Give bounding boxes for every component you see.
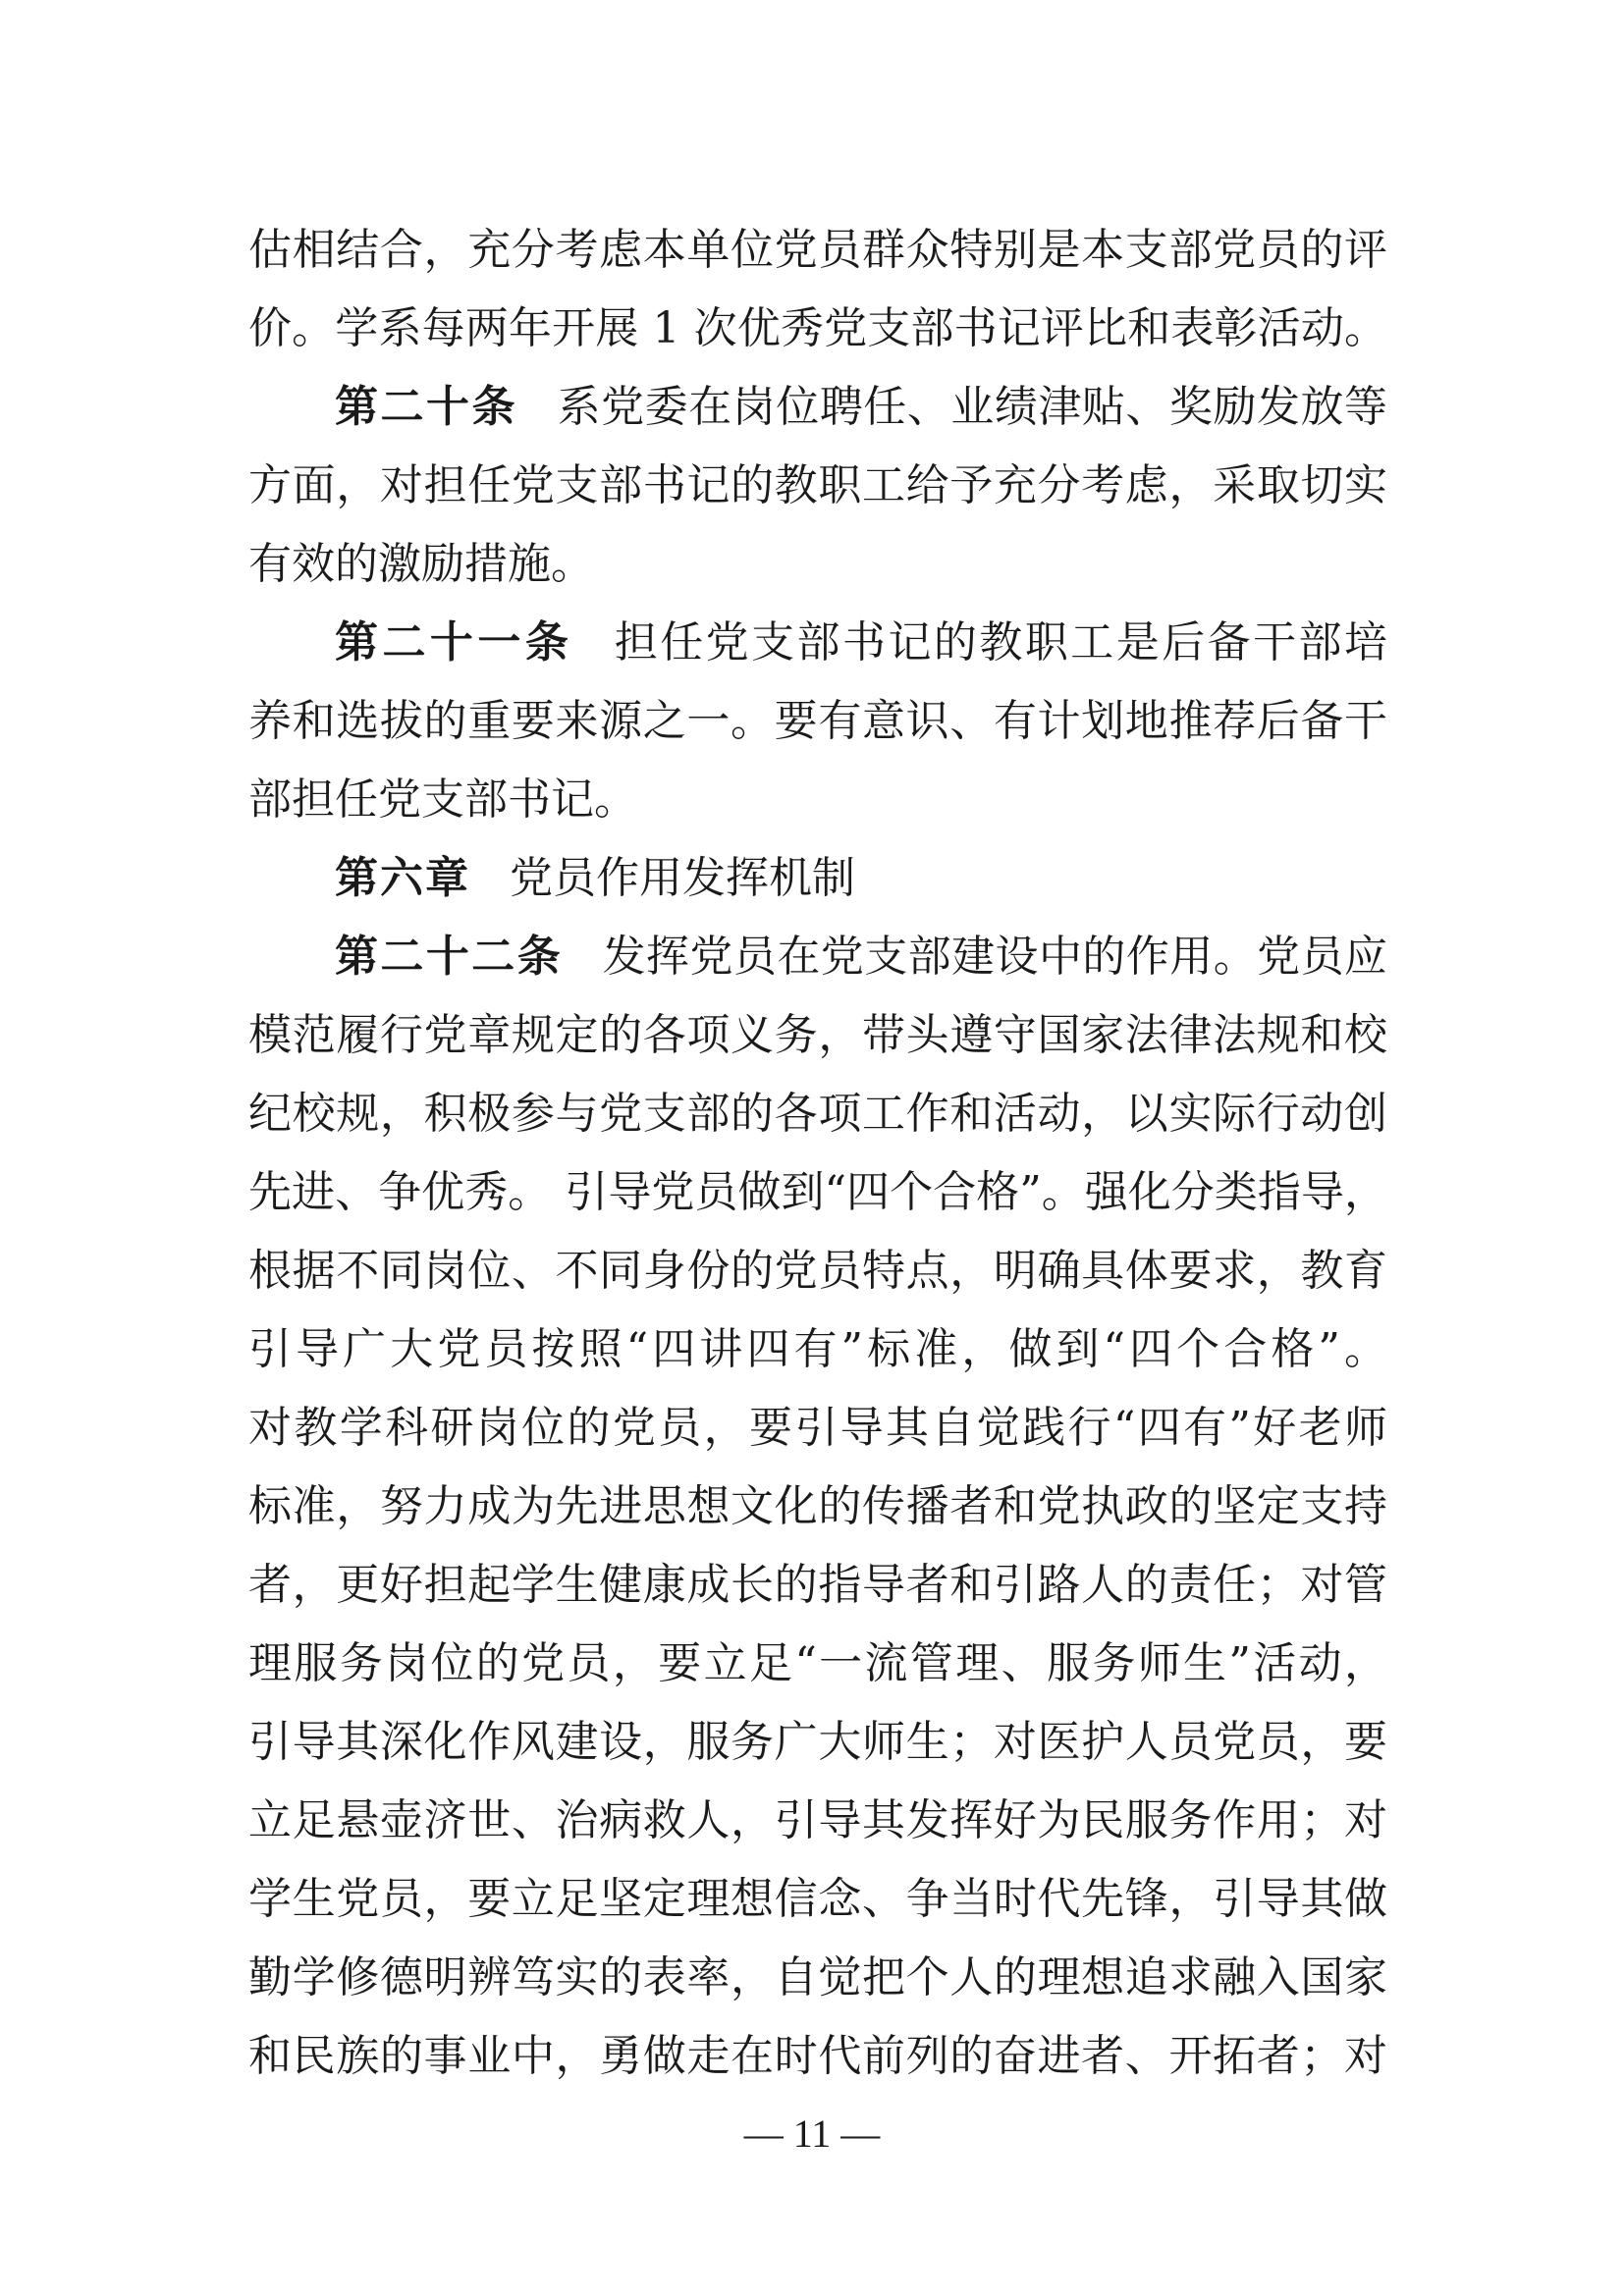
article-20-first-line	[248, 368, 1387, 447]
text-line: 者，更好担起学生健康成长的指导者和引路人的责任；对管	[248, 1560, 1387, 1610]
text-line: 部担任党支部书记。	[248, 774, 637, 825]
text-line: 先进、争优秀。 引导党员做到“四个合格”。强化分类指导，	[248, 1167, 1387, 1217]
article-21-first-line	[248, 604, 1387, 682]
article-number: 第二十条	[335, 382, 518, 432]
text-line: 纪校规，积极参与党支部的各项工作和活动，以实际行动创	[248, 1089, 1387, 1139]
text-line: 对教学科研岗位的党员，要引导其自觉践行“四有”好老师	[248, 1403, 1387, 1453]
text-line: 理服务岗位的党员，要立足“一流管理、服务师生”活动，	[248, 1638, 1387, 1688]
text-line: 和民族的事业中，勇做走在时代前列的奋进者、开拓者；对	[248, 2031, 1387, 2081]
text-line: 立足悬壶济世、治病救人，引导其发挥好为民服务作用；对	[248, 1795, 1387, 1845]
article-number: 第二十二条	[335, 932, 564, 982]
chapter-title: 党员作用发挥机制	[510, 853, 855, 903]
text-line: 引导其深化作风建设，服务广大师生；对医护人员党员，要	[248, 1717, 1387, 1767]
text-fragment: 系党委在岗位聘任、业绩津贴、奖励发放等	[557, 382, 1387, 432]
text-line: 有效的激励措施。	[248, 539, 594, 589]
text-line: 养和选拔的重要来源之一。要有意识、有计划地推荐后备干	[248, 696, 1387, 746]
text-line: 学生党员，要立足坚定理想信念、争当时代先锋，引导其做	[248, 1874, 1387, 1924]
text-fragment: 发挥党员在党支部建设中的作用。党员应	[602, 932, 1387, 982]
text-line: 模范履行党章规定的各项义务，带头遵守国家法律法规和校	[248, 1010, 1387, 1060]
text-line: 价。学系每两年开展 1 次优秀党支部书记评比和表彰活动。	[248, 303, 1387, 353]
text-line: 勤学修德明辨笃实的表率，自觉把个人的理想追求融入国家	[248, 1952, 1387, 2002]
chapter-number: 第六章	[335, 853, 470, 903]
text-line: 估相结合，充分考虑本单位党员群众特别是本支部党员的评	[248, 225, 1387, 275]
text-line: 标准，努力成为先进思想文化的传播者和党执政的坚定支持	[248, 1481, 1387, 1531]
text-fragment: 担任党支部书记的教职工是后备干部培	[612, 617, 1387, 667]
text-line: 引导广大党员按照“四讲四有”标准，做到“四个合格”。	[248, 1324, 1387, 1374]
page-number: — 11 —	[743, 2111, 881, 2156]
document-body	[248, 211, 1387, 2096]
article-number: 第二十一条	[335, 617, 573, 667]
text-line: 方面，对担任党支部书记的教职工给予充分考虑，采取切实	[248, 460, 1387, 510]
text-line: 根据不同岗位、不同身份的党员特点，明确具体要求，教育	[248, 1246, 1387, 1296]
article-22-first-line	[248, 918, 1387, 996]
chapter-heading	[248, 839, 1387, 918]
